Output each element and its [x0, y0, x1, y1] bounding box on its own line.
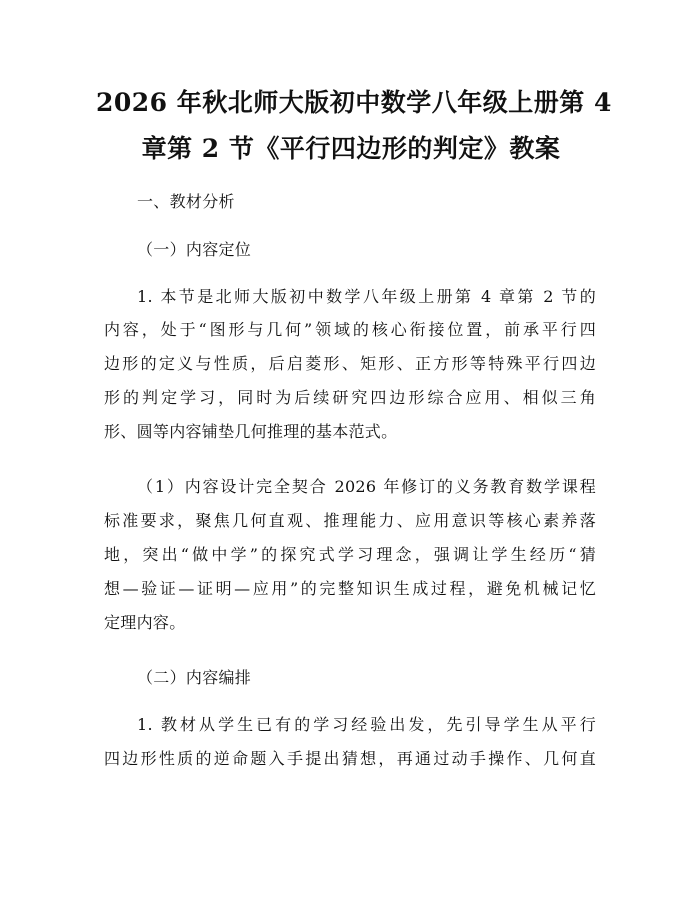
paragraph-2-line-2: 标准要求，聚焦几何直观、推理能力、应用意识等核心素养落: [104, 511, 596, 530]
paragraph-1-line-4: 形的判定学习，同时为后续研究四边形综合应用、相似三角: [104, 388, 596, 407]
paragraph-3-line-1: 1. 教材从学生已有的学习经验出发，先引导学生从平行: [137, 715, 596, 734]
document-title-line-1: 2026 年秋北师大版初中数学八年级上册第 4: [96, 88, 612, 117]
paragraph-1-line-2: 内容，处于“图形与几何”领域的核心衔接位置，前承平行四: [104, 320, 596, 339]
paragraph-2-line-5: 定理内容。: [104, 613, 186, 632]
paragraph-1-line-1: 1. 本节是北师大版初中数学八年级上册第 4 章第 2 节的: [137, 287, 596, 306]
paragraph-1-line-3: 边形的定义与性质，后启菱形、矩形、正方形等特殊平行四边: [104, 354, 596, 373]
section-heading-textbook-analysis: 一、教材分析: [137, 192, 235, 211]
subsection-heading-content-positioning: （一）内容定位: [137, 240, 252, 259]
paragraph-2-line-4: 想—验证—证明—应用”的完整知识生成过程，避免机械记忆: [104, 579, 596, 598]
subsection-heading-content-arrangement: （二）内容编排: [137, 668, 252, 687]
paragraph-2-line-1: （1）内容设计完全契合 2026 年修订的义务教育数学课程: [137, 477, 596, 496]
paragraph-2-line-3: 地，突出“做中学”的探究式学习理念，强调让学生经历“猜: [104, 545, 596, 564]
document-title-line-2: 章第 2 节《平行四边形的判定》教案: [141, 134, 561, 163]
paragraph-1-line-5: 形、圆等内容铺垫几何推理的基本范式。: [104, 422, 398, 441]
paragraph-3-line-2: 四边形性质的逆命题入手提出猜想，再通过动手操作、几何直: [104, 749, 596, 768]
